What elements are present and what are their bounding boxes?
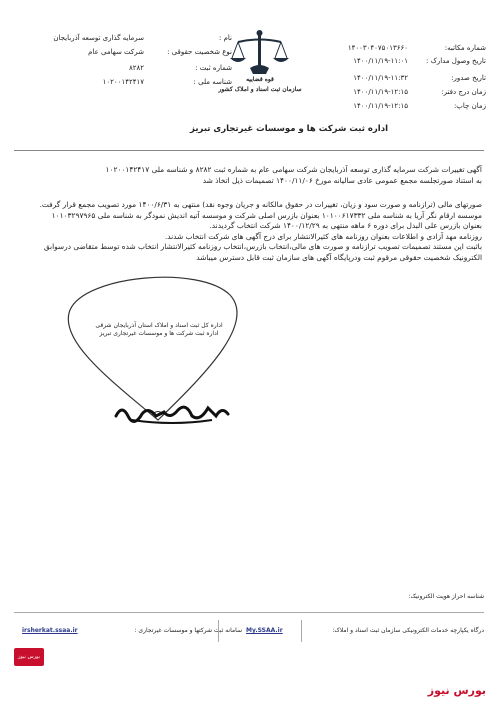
legal-type-value: شرکت سهامی عام — [88, 48, 144, 56]
national-id-value: ۱۰۲۰۰۱۴۲۴۱۷ — [102, 78, 144, 86]
reg-no-label: شماره ثبت : — [195, 64, 232, 72]
letter-no-value: ۱۴۰۰۳۰۴۰۷۵۰۱۳۶۶۰ — [347, 44, 408, 52]
stamp-line: اداره ثبت شرکت ها و موسسات غیرتجاری تبریز — [99, 330, 219, 337]
office-title: اداره ثبت شرکت ها و موسسات غیرتجاری تبریز — [190, 124, 388, 134]
national-id-label: شناسه ملی : — [193, 78, 232, 86]
name-value: سرمایه گذاری توسعه آذربایجان — [53, 34, 144, 42]
intro-line: به استناد صورتجلسه مجمع عمومی عادی سالیانه مورخ ۱۴۰۰/۱۱/۰۶ تصمیمات ذیل اتخاذ شد — [202, 175, 482, 185]
decision-line: الکترونیک شخصیت حقوقی مرقوم ثبت ودرپایگاه آگهی های سازمان ثبت قابل دسترس میباشد — [196, 252, 482, 262]
decision-line: باثبت این مستند تصمیمات تصویب ترازنامه و صورت های مالی،انتخاب بازرس،انتخاب روزنامه کثیرالانتشار انتخاب شده توسط متقاضی درسوابق — [43, 242, 482, 252]
auth-id-label: شناسه احراز هویت الکترونیک: — [408, 593, 484, 600]
header-left-labels — [162, 34, 232, 92]
footer-divider — [14, 612, 484, 613]
handwritten-signature — [112, 398, 232, 428]
bourse-news-corner-logo — [14, 648, 44, 666]
footer-separator — [218, 620, 219, 642]
decision-line: صورتهای مالی (ترازنامه و صورت سود و زیان، تغییرات در حقوق مالکانه و جریان وجوه نقد) منتهی به ۱۴۰۰/۶/۳۱ مورد تصویب مجمع قرار گرفت. — [39, 200, 482, 209]
doc-receipt-date-label: تاریخ وصول مدارک : — [425, 57, 486, 65]
reg-no-value: ۸۲۸۲ — [128, 64, 144, 72]
brand-watermark: بورس نیوز — [427, 684, 486, 697]
legal-type-label: نوع شخصیت حقوقی : — [167, 48, 232, 56]
name-label: نام : — [219, 34, 232, 42]
decision-line: موسسه ارقام نگر آریا به شناسه ملی ۱۰۱۰۰۶۱۷۳۳۲ بعنوان بازرس اصلی شرکت و موسسه آتیه اندیش نمودگر به شناسه ملی ۱۰۱۰۳۲۹۷۹۶۵ — [51, 210, 482, 220]
irsherkat-link[interactable]: irsherkat.ssaa.ir — [22, 627, 78, 634]
stamp-line: اداره کل ثبت اسناد و املاک استان آذربایجان شرقی — [95, 322, 223, 329]
my-ssaa-link[interactable]: My.SSAA.ir — [246, 627, 283, 634]
announcement-decisions — [10, 200, 482, 264]
announcement-intro — [12, 165, 482, 186]
header-right-labels — [404, 44, 486, 116]
decision-line: روزنامه مهد آزادی و اطلاعات بعنوان روزنامه های کثیرالانتشار برای درج آگهی های شرکت انتخاب شدند. — [164, 231, 482, 241]
footer-company-system-label: سامانه ثبت شرکتها و موسسات غیرتجاری : — [134, 627, 242, 634]
print-time-value: ۱۴۰۰/۱۱/۱۹-۱۲:۱۵ — [353, 102, 408, 110]
issue-date-value: ۱۴۰۰/۱۱/۱۹-۱۱:۳۲ — [353, 74, 408, 82]
corner-logo-text: بورس نیوز — [18, 654, 40, 660]
decision-line: بعنوان بازرس علی البدل برای دوره ۶ ماهه منتهی به ۱۴۰۰/۱۲/۲۹ شرکت انتخاب گردیدند. — [209, 221, 482, 231]
footer-portal-label: درگاه یکپارچه خدمات الکترونیکی سازمان ثبت اسناد و املاک: — [332, 627, 484, 634]
header-right-values — [324, 44, 408, 116]
print-time-label: زمان چاپ: — [453, 102, 486, 110]
entry-time-value: ۱۴۰۰/۱۱/۱۹-۱۲:۱۵ — [353, 88, 408, 96]
emblem-title: قوه قضاییه — [246, 76, 274, 83]
emblem-caption: سازمان ثبت اسناد و املاک کشور — [218, 86, 302, 93]
letter-no-label: شماره مکاتبه: — [444, 44, 486, 52]
header-divider — [14, 150, 484, 151]
registry-stamp — [84, 322, 234, 338]
issue-date-label: تاریخ صدور: — [451, 74, 486, 82]
intro-line: آگهی تغییرات شرکت سرمایه گذاری توسعه آذربایجان شرکت سهامی عام به شماره ثبت ۸۲۸۲ و شناسه ملی ۱۰۲۰۰۱۴۲۴۱۷ — [105, 165, 482, 174]
doc-receipt-date-value: ۱۴۰۰/۱۱/۱۹-۱۱:۰۱ — [353, 57, 408, 65]
entry-time-label: زمان درج دفتر: — [441, 88, 486, 96]
header-left-values — [24, 34, 144, 92]
